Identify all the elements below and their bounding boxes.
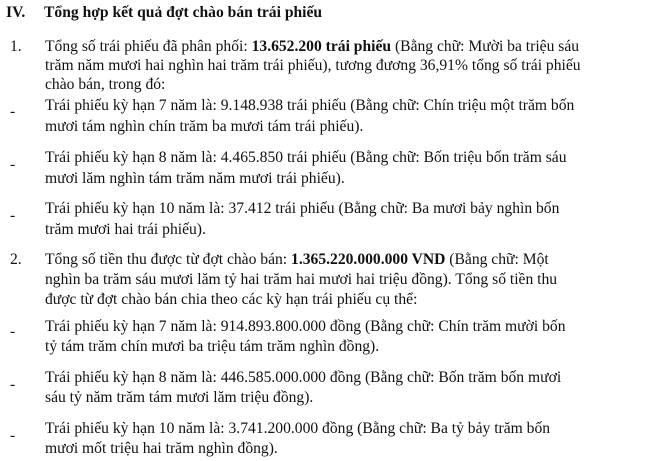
- item1-line1: Tổng số trái phiếu đã phân phối: 13.652.200 trái phiếu (Bằng chữ: Mười ba triệu sáu: [45, 38, 580, 55]
- item1-bullet-line2: mươi tám nghìn chín trăm ba mươi tám trái phiếu).: [45, 118, 364, 135]
- item1-bullet-line1: Trái phiếu kỳ hạn 7 năm là: 9.148.938 trái phiếu (Bằng chữ: Chín triệu một trăm bốn: [45, 97, 575, 114]
- item2-line1: Tổng số tiền thu được từ đợt chào bán: 1.365.220.000.000 VND (Bằng chữ: Một: [45, 251, 549, 268]
- item1-bullet-marker: -: [10, 156, 16, 173]
- item1-line2: trăm năm mươi hai nghìn hai trăm trái phiếu), tương đương 36,91% tổng số trái phiếu: [45, 57, 581, 74]
- item1-bullet-marker: -: [10, 103, 16, 120]
- section-number: IV.: [6, 4, 26, 21]
- item2-line2: nghìn ba trăm sáu mươi lăm tỷ hai trăm hai mươi hai triệu đồng). Tổng số tiền thu: [45, 271, 558, 288]
- item2-bullet-line2: sáu tỷ năm trăm tám mươi lăm triệu đồng).: [45, 389, 314, 406]
- item1-number: 1.: [10, 38, 22, 55]
- item1-bullet-line1: Trái phiếu kỳ hạn 8 năm là: 4.465.850 trái phiếu (Bằng chữ: Bốn triệu bốn trăm sáu: [45, 149, 567, 166]
- item2-number: 2.: [10, 251, 22, 268]
- item2-bullet-line1: Trái phiếu kỳ hạn 8 năm là: 446.585.000.000 đồng (Bằng chữ: Bốn trăm bốn mươi: [45, 369, 562, 386]
- item2-bullet-line2: tỷ tám trăm chín mươi ba triệu tám trăm nghìn đồng).: [45, 338, 380, 355]
- item2-bullet-marker: -: [10, 376, 16, 393]
- item1-bullet-line2: trăm mươi hai trái phiếu).: [45, 221, 206, 238]
- section-title: Tổng hợp kết quả đợt chào bán trái phiếu: [44, 4, 323, 21]
- item2-bullet-line1: Trái phiếu kỳ hạn 10 năm là: 3.741.200.000 đồng (Bằng chữ: Ba tỷ bảy trăm bốn: [45, 420, 551, 437]
- item1-line3: chào bán, trong đó:: [45, 76, 166, 93]
- item2-bullet-marker: -: [10, 427, 16, 444]
- item2-line3: được từ đợt chào bán chia theo các kỳ hạn trái phiếu cụ thể:: [45, 291, 418, 308]
- item2-bullet-line2: mươi mốt triệu hai trăm nghìn đồng).: [45, 440, 278, 457]
- item1-bullet-line1: Trái phiếu kỳ hạn 10 năm là: 37.412 trái phiếu (Bằng chữ: Ba mươi bảy nghìn bốn: [45, 200, 560, 217]
- item2-bullet-marker: -: [10, 323, 16, 340]
- item1-bullet-marker: -: [10, 207, 16, 224]
- item1-bullet-line2: mươi lăm nghìn tám trăm năm mươi trái phiếu).: [45, 170, 345, 187]
- item2-bullet-line1: Trái phiếu kỳ hạn 7 năm là: 914.893.800.000 đồng (Bằng chữ: Chín trăm mười bốn: [45, 318, 566, 335]
